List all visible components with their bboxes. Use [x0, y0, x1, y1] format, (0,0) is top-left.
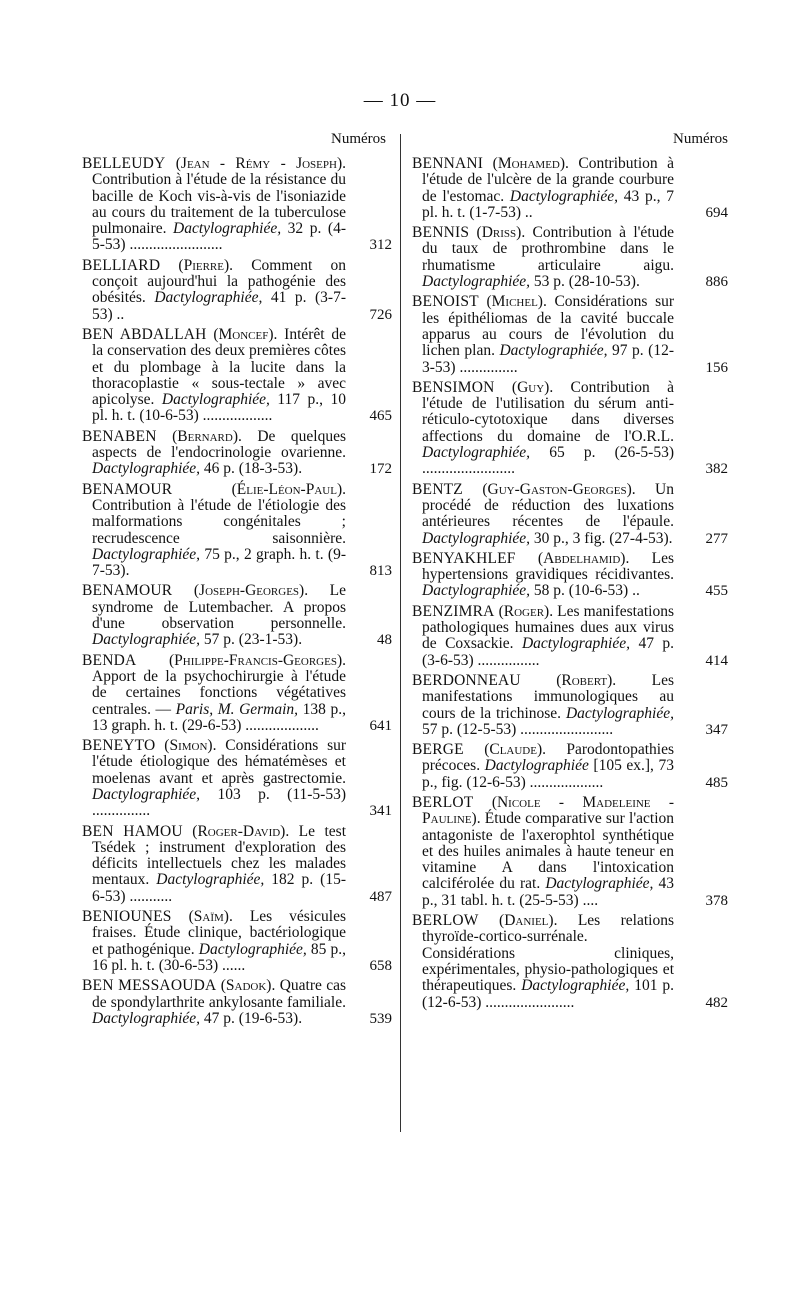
catalog-entry	[82, 978, 392, 1027]
entry-author-surname: BENAMOUR	[82, 480, 173, 498]
entry-number: 48	[377, 632, 392, 649]
entry-details: 32 p. (4-5-53) ........................	[92, 220, 347, 254]
entry-publication-note: Dactylographiée,	[422, 444, 531, 462]
column-header-right: Numéros	[673, 131, 728, 147]
entry-title-text: . Apport de la psychochirurgie à l'étude de certaines fonctions végétatives centrales. —	[92, 651, 346, 718]
entry-title-text: . Contribution à l'étude de l'utilisation du sérum anti-réticulo-cytotoxique dans diverses affections du domaine de l'O.R.L.	[422, 378, 675, 445]
entry-number: 465	[369, 408, 392, 425]
entry-title-text: . Contribution à l'étude de l'étiologie des malformations congénitales ; recrudescence saisonnière.	[92, 480, 346, 547]
column-divider	[400, 134, 401, 1132]
entry-author-surname: BENABEN	[82, 427, 157, 445]
entry-title-text: . Les manifestations immunologiques au cours de la trichinose.	[422, 671, 674, 722]
entry-title-text: . Le test Tsédek ; instrument d'exploration des déficits intellectuels chez les malades mentaux.	[92, 822, 347, 889]
entry-number: 156	[705, 359, 728, 376]
entry-details: 97 p. (12-3-53) ...............	[422, 342, 675, 376]
entry-author-surname: BENNIS	[412, 224, 470, 242]
entry-title-text: . Les vésicules fraises. Étude clinique, bactériologique et pathogénique.	[92, 908, 346, 958]
catalog-entry	[82, 327, 392, 425]
entry-author-surname: BENIOUNES	[82, 908, 172, 926]
entry-title-text: . Intérêt de la conservation des deux premières côtes et du plombage à la lucite dans la thoracoplastie « sous-tectale » avec apicolyse.	[92, 325, 347, 409]
catalog-entry	[82, 909, 392, 974]
catalog-entry	[82, 258, 392, 323]
entry-author-surname: BENOIST	[412, 293, 479, 311]
entry-author-given-names: (Daniel)	[499, 912, 554, 930]
entry-author-surname: BENAMOUR	[82, 582, 173, 600]
entry-publication-note: Dactylographiée,	[565, 704, 674, 722]
left-entry-list	[82, 156, 392, 1027]
entry-author-surname: BENEYTO	[82, 737, 156, 755]
catalog-entry	[82, 653, 392, 734]
entry-publication-note: Paris, M. Germain,	[175, 700, 299, 718]
entry-author-given-names: (Nicole - Madeleine - Pauline)	[422, 793, 674, 828]
entry-publication-note: Dactylographiée,	[422, 529, 531, 547]
entry-details: 58 p. (10-6-53) ..	[530, 582, 640, 600]
entry-title-text: . Les manifestations pathologiques humaines dues aux virus de Coxsackie.	[422, 602, 674, 653]
catalog-entry	[412, 224, 728, 291]
entry-author-given-names: (Philippe-Francis-Georges)	[168, 651, 343, 669]
entry-details: 75 p., 2 graph. h. t. (9-7-53).	[92, 545, 346, 580]
entry-title-text: . Contribution à l'étude de la résistance du bacille de Koch vis-à-vis de l'isoniazide au cours du traitement de la tuberculose pulmonaire.	[92, 155, 346, 238]
entry-title-text: . Les relations thyroïde-cortico-surrénale. Considérations cliniques, expérimentales, physio-pathologiques et thérapeutiques.	[422, 912, 674, 995]
entry-details: 57 p. (23-1-53).	[200, 631, 303, 649]
catalog-entry	[412, 793, 728, 909]
entry-publication-note: Dactylographiée	[484, 757, 589, 775]
entry-author-surname: BENTZ	[412, 480, 463, 498]
entry-title-text: . Comment on conçoit aujourd'hui la pathogénie des obésités.	[92, 256, 346, 307]
entry-publication-note: Dactylographiée,	[509, 187, 618, 205]
entry-number: 694	[705, 204, 728, 221]
entry-number: 641	[369, 717, 392, 734]
entry-author-surname: BERGE	[412, 741, 464, 759]
right-entry-list	[412, 155, 728, 1011]
entry-details: 103 p. (11-5-53) ...............	[92, 785, 346, 820]
entry-number: 813	[369, 563, 392, 580]
catalog-entry	[412, 741, 728, 791]
entry-author-given-names: (Abdelhamid)	[537, 549, 626, 567]
entry-title-text: . Contribution à l'étude du taux de prothrombine dans le rhumatisme articulaire aigu.	[422, 224, 675, 274]
catalog-entry	[82, 156, 392, 254]
entry-publication-note: Dactylographiée,	[173, 220, 282, 238]
entry-number: 487	[369, 888, 392, 905]
entry-details: 182 p. (15-6-53) ...........	[92, 871, 346, 905]
entry-publication-note: Dactylographiée,	[92, 460, 201, 478]
entry-details: 57 p. (12-5-53) ........................	[422, 720, 614, 738]
entry-author-given-names: (Moncef)	[213, 325, 274, 343]
entry-author-surname: BERLOW	[412, 912, 479, 930]
entry-author-surname: BELLIARD	[82, 256, 161, 274]
entry-number: 341	[369, 803, 392, 820]
catalog-entry	[82, 482, 392, 580]
entry-number: 485	[705, 774, 728, 791]
entry-author-given-names: (Michel)	[486, 293, 543, 311]
entry-number: 312	[369, 237, 392, 254]
entry-details: 30 p., 3 fig. (27-4-53).	[530, 529, 673, 547]
entry-title-text: . Quatre cas de spondylarthrite ankylosante familiale.	[92, 977, 347, 1011]
catalog-entry	[82, 738, 392, 819]
entry-publication-note: Dactylographiée,	[92, 631, 201, 649]
entry-author-given-names: (Jean - Rémy - Joseph)	[175, 155, 343, 172]
entry-title-text: . Considérations sur l'étude étiologique des hématémèses et moelenas avant et après gastrectomie.	[92, 737, 347, 787]
entry-details: 101 p. (12-6-53) .......................	[422, 977, 674, 1011]
left-column	[82, 130, 392, 1031]
entry-title-text: . Les hypertensions gravidiques récidivantes.	[422, 549, 674, 584]
entry-publication-note: Dactylographiée,	[92, 785, 201, 803]
entry-number: 172	[369, 461, 392, 478]
entry-number: 378	[705, 892, 728, 909]
entry-details: 65 p. (26-5-53) ........................	[422, 444, 674, 478]
entry-publication-note: Dactylographiée,	[521, 977, 630, 995]
entry-author-given-names: (Robert)	[556, 671, 613, 689]
catalog-entry	[412, 378, 728, 478]
catalog-entry	[82, 824, 392, 905]
entry-number: 414	[705, 652, 728, 669]
entry-number: 539	[369, 1010, 392, 1027]
entry-author-given-names: (Roger)	[498, 602, 550, 620]
entry-number: 658	[369, 957, 392, 974]
entry-publication-note: Dactylographiée,	[422, 273, 531, 291]
entry-number: 482	[705, 994, 728, 1011]
entry-title-text: . Considérations sur les épithéliomas de la cavité buccale apparus au cours de l'évolution du lichen plan.	[422, 293, 675, 360]
entry-title-text: . Un procédé de réduction des luxations antérieures récentes de l'épaule.	[422, 480, 674, 531]
entry-author-surname: BENNANI	[412, 155, 484, 172]
entry-author-surname: BENZIMRA	[412, 602, 495, 620]
entry-details: 53 p. (28-10-53).	[530, 273, 640, 291]
entry-details: 47 p. (3-6-53) ................	[422, 635, 674, 669]
entry-title-text: . De quelques aspects de l'endocrinologie ovarienne.	[92, 427, 347, 462]
entry-author-given-names: (Élie-Léon-Paul)	[231, 480, 343, 498]
catalog-entry	[412, 912, 728, 1011]
entry-number: 382	[705, 461, 728, 478]
entry-details: 41 p. (3-7-53) ..	[92, 289, 346, 323]
entry-author-given-names: (Claude)	[484, 741, 543, 759]
right-column	[412, 130, 728, 1015]
entry-details: 47 p. (19-6-53).	[200, 1009, 303, 1027]
entry-author-given-names: (Mohamed)	[492, 155, 566, 172]
entry-number: 277	[705, 530, 728, 547]
catalog-entry	[412, 293, 728, 376]
entry-details: 117 p., 10 pl. h. t. (10-6-53) ..................	[92, 391, 346, 425]
entry-number: 886	[705, 274, 728, 291]
entry-details: 43 p., 7 pl. h. t. (1-7-53) ..	[422, 187, 675, 221]
entry-author-surname: BEN MESSAOUDA	[82, 977, 217, 995]
entry-publication-note: Dactylographiée,	[92, 1009, 201, 1027]
catalog-entry	[412, 155, 728, 221]
entry-details: 46 p. (18-3-53).	[200, 460, 303, 478]
entry-publication-note: Dactylographiée,	[499, 342, 608, 360]
entry-publication-note: Dactylographiée,	[92, 545, 201, 563]
entry-publication-note: Dactylographiée,	[161, 391, 270, 409]
entry-title-text: . Le syndrome de Lutembacher. A propos d'une observation personnelle.	[92, 582, 346, 633]
catalog-entry	[82, 429, 392, 478]
entry-number: 726	[369, 306, 392, 323]
entry-author-given-names: (Bernard)	[172, 427, 238, 445]
entry-details: [105 ex.], 73 p., fig. (12-6-53) ...................	[422, 757, 675, 791]
entry-author-given-names: (Saïm)	[188, 908, 229, 926]
entry-title-text: . Étude comparative sur l'action antagoniste de l'axerophtol synthétique et des huiles animales à haute teneur en vitamine A dans l'intoxication calciférolée du rat.	[422, 810, 674, 893]
entry-number: 455	[705, 583, 728, 600]
entry-author-surname: BEN HAMOU	[82, 822, 183, 840]
entry-publication-note: Dactylographiée,	[156, 871, 265, 889]
entry-author-given-names: (Guy)	[511, 378, 550, 396]
entry-author-surname: BENDA	[82, 651, 137, 669]
entry-author-given-names: (Roger-David)	[192, 822, 286, 840]
entry-publication-note: Dactylographiée,	[422, 582, 531, 600]
entry-publication-note: Dactylographiée,	[198, 940, 307, 958]
entry-publication-note: Dactylographiée,	[521, 635, 630, 653]
entry-author-given-names: (Sadok)	[220, 977, 272, 995]
page-number: — 10 —	[363, 90, 437, 111]
entry-publication-note: Dactylographiée,	[545, 875, 654, 893]
catalog-entry	[412, 602, 728, 669]
entry-author-surname: BEN ABDALLAH	[82, 325, 207, 343]
entry-title-text: . Contribution à l'étude de l'ulcère de la grande courbure de l'estomac.	[422, 155, 675, 205]
catalog-entry	[82, 583, 392, 648]
entry-author-given-names: (Simon)	[164, 737, 213, 755]
entry-author-given-names: (Guy-Gaston-Georges)	[482, 480, 632, 498]
entry-author-surname: BELLEUDY	[82, 155, 166, 172]
entry-author-given-names: (Joseph-Georges)	[193, 582, 305, 600]
entry-title-text: . Parodontopathies précoces.	[422, 741, 674, 775]
entry-details: 43 p., 31 tabl. h. t. (25-5-53) ....	[422, 875, 675, 909]
entry-author-surname: BERDONNEAU	[412, 671, 521, 689]
entry-details: 85 p., 16 pl. h. t. (30-6-53) ......	[92, 940, 346, 974]
entry-number: 347	[705, 721, 728, 738]
entry-author-surname: BENSIMON	[412, 378, 495, 396]
entry-details: 138 p., 13 graph. h. t. (29-6-53) ...................	[92, 700, 346, 734]
column-header-left: Numéros	[331, 131, 386, 147]
entry-author-surname: BENYAKHLEF	[412, 549, 516, 567]
entry-author-surname: BERLOT	[412, 793, 474, 811]
entry-author-given-names: (Pierre)	[178, 256, 230, 274]
entry-author-given-names: (Driss)	[476, 224, 522, 242]
entry-publication-note: Dactylographiée,	[154, 289, 263, 307]
catalog-entry	[412, 549, 728, 600]
catalog-entry	[412, 480, 728, 547]
catalog-entry	[412, 671, 728, 738]
